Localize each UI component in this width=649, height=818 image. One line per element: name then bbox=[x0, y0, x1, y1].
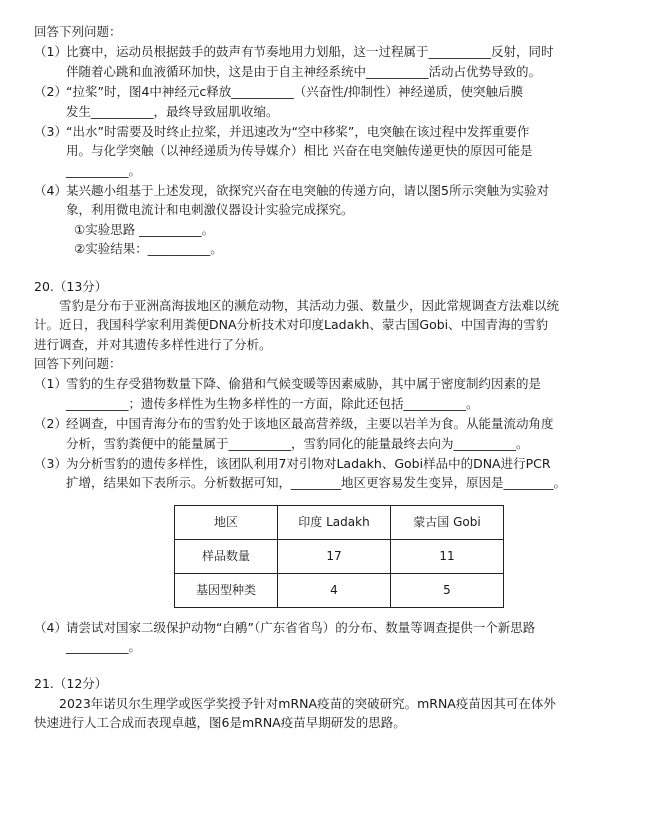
q21-para-1: 2023年诺贝尔生理学或医学奖授予针对mRNA疫苗的突破研究。mRNA疫苗因其可在体外 bbox=[59, 695, 556, 711]
q21-para-2: 快速进行人工合成而表现卓越，图6是mRNA疫苗早期研发的思路。 bbox=[34, 715, 406, 731]
q20-para-1: 雪豹是分布于亚洲高海拔地区的濒危动物，其活动力强、数量少，因此常规调查方法难以统 bbox=[59, 297, 560, 313]
table-cell: 样品数量 bbox=[175, 539, 278, 573]
q19-item-1: （1） 比赛中，运动员根据鼓手的鼓声有节奏地用力划船，这一过程属于__________反射，同时 伴随着心跳和血液循环加快，这是由于自主神经系统中__________活动占优势导致的。 bbox=[34, 44, 554, 79]
q20-intro: 回答下列问题： bbox=[34, 356, 122, 371]
q19-intro: 回答下列问题： bbox=[34, 24, 122, 39]
q19-sub-2: ②实验结果：__________。 bbox=[74, 241, 223, 257]
q20-header: 20.（13分） bbox=[34, 278, 108, 294]
q20-para-2: 计。近日，我国科学家利用粪便DNA分析技术对印度Ladakh、蒙古国Gobi、中国青海的雪豹 bbox=[34, 317, 549, 333]
table-header-cell: 印度 Ladakh bbox=[278, 505, 391, 539]
table-row bbox=[175, 539, 504, 573]
table-cell: 11 bbox=[391, 539, 504, 573]
table-header-cell: 地区 bbox=[175, 505, 278, 539]
table-cell: 5 bbox=[391, 573, 504, 607]
table-header-row bbox=[175, 505, 504, 539]
q20-para-3: 进行调查，并对其遗传多样性进行了分析。 bbox=[34, 336, 272, 352]
q19-item-4: （4） 某兴趣小组基于上述发现，欲探究兴奋在电突触的传递方向，请以图5所示突触为实验对 象，利用微电流计和电刺激仪器设计实验完成探究。 bbox=[34, 183, 549, 218]
table-cell: 基因型种类 bbox=[175, 573, 278, 607]
genotype-table bbox=[174, 505, 504, 608]
q20-item-2: （2） 经调查，中国青海分布的雪豹处于该地区最高营养级，主要以岩羊为食。从能量流动角度 分析，雪豹粪便中的能量属于__________，雪豹同化的能量最终去向为__________。 bbox=[34, 416, 554, 451]
q21-header: 21.（12分） bbox=[34, 676, 108, 692]
q20-item-4: （4） 请尝试对国家二级保护动物“白鹇”（广东省省鸟）的分布、数量等调查提供一个新思路 __________。 bbox=[34, 619, 536, 654]
q19-sub-1: ①实验思路 __________。 bbox=[74, 221, 215, 237]
q19-item-3: （3） “出水”时需要及时终止拉桨，并迅速改为“空中移桨”，电突触在该过程中发挥重要作 用。与化学突触（以神经递质为传导媒介）相比 兴奋在电突触传递更快的原因可能是 __________。 bbox=[34, 123, 533, 178]
q19-item-2: （2） “拉桨”时，图4中神经元c释放__________（兴奋性/抑制性）神经递质，使突触后膜 发生__________，最终导致屈肌收缩。 bbox=[34, 84, 523, 119]
table-header-cell: 蒙古国 Gobi bbox=[391, 505, 504, 539]
q20-item-3: （3） 为分析雪豹的遗传多样性，该团队利用7对引物对Ladakh、Gobi样品中的DNA进行PCR 扩增，结果如下表所示。分析数据可知，________地区更容易发生变异，原因是________。 bbox=[34, 455, 567, 491]
table-row bbox=[175, 573, 504, 607]
table-cell: 17 bbox=[278, 539, 391, 573]
table-cell: 4 bbox=[278, 573, 391, 607]
q20-item-1: （1） 雪豹的生存受猎物数量下降、偷猎和气候变暖等因素威胁，其中属于密度制约因素的是 __________；遗传多样性为生物多样性的一方面，除此还包括__________。 bbox=[34, 376, 542, 411]
